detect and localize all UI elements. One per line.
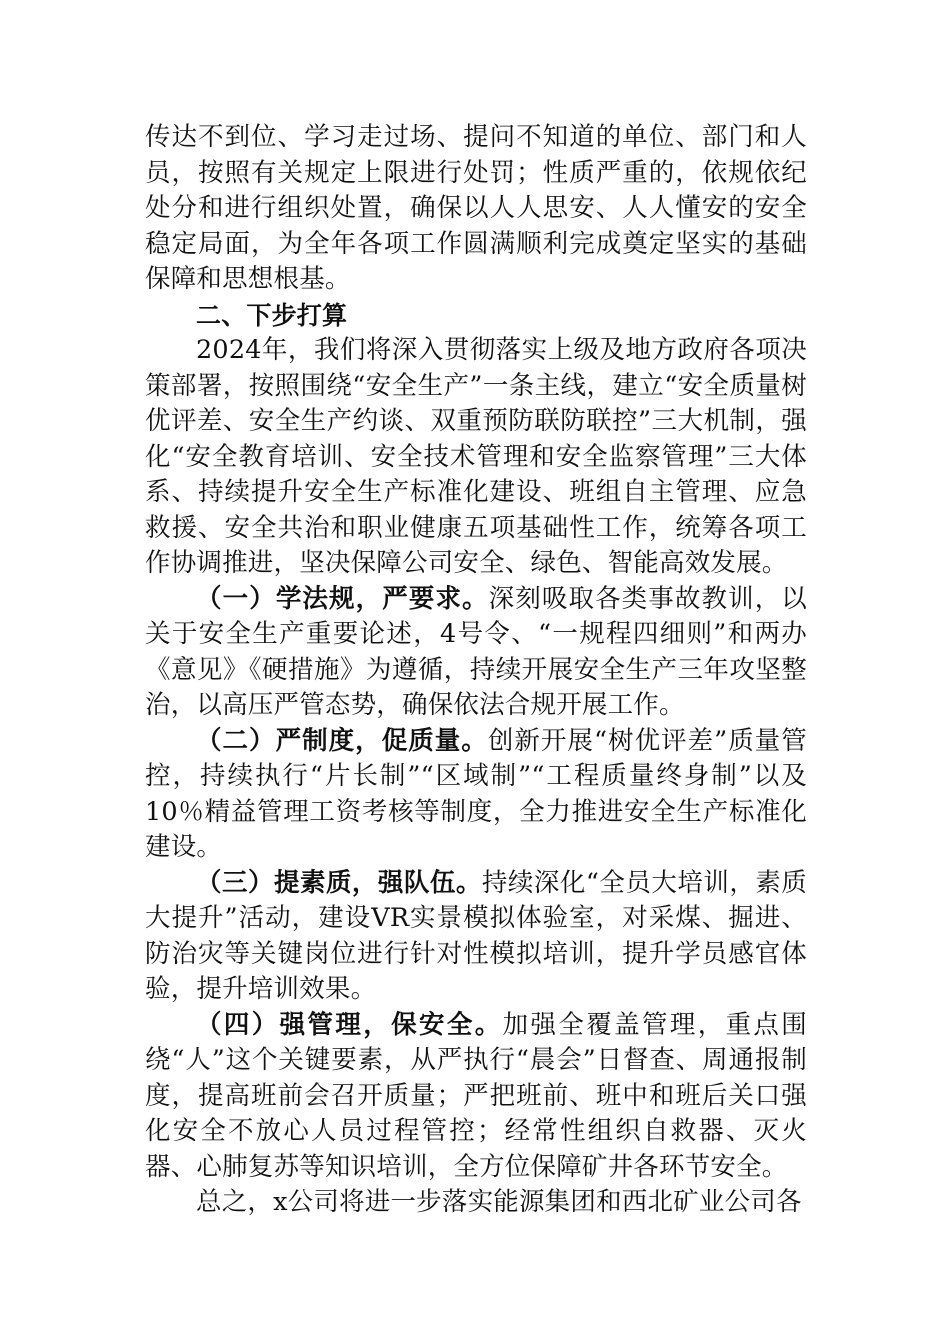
item-1-body: 深刻吸取各类事故教训，以关于安全生产重要论述，4号令、“一规程四细则”和两办《意见》《硬措施》为遵循，持续开展安全生产三年攻坚整治，以高压严管态势，确保依法合规开展工作。 bbox=[145, 583, 808, 720]
item-2-lead: （二）严制度，促质量。 bbox=[196, 725, 488, 756]
item-3-body: 持续深化“全员大培训，素质大提升”活动，建设VR实景模拟体验室，对采煤、掘进、防治灾等关键岗位进行针对性模拟培训，提升学员感官体验，提升培训效果。 bbox=[145, 867, 808, 1004]
paragraph-continuation: 传达不到位、学习走过场、提问不知道的单位、部门和人员，按照有关规定上限进行处罚；性质严重的，依规依纪处分和进行组织处置，确保以人人思安、人人懂安的安全稳定局面，为全年各项工作圆满顺利完成奠定坚实的基础保障和思想根基。 bbox=[145, 122, 807, 294]
section-heading: 二、下步打算 bbox=[196, 300, 348, 330]
item-4-body: 加强全覆盖管理，重点围绕“人”这个关键要素，从严执行“晨会”日督查、周通报制度，提高班前会召开质量；严把班前、班中和班后关口强化安全不放心人员过程管控；经常性组织自救器、灭火器、心肺复苏等知识培训，全方位保障矿井各环节安全。 bbox=[145, 1009, 808, 1182]
item-4-lead: （四）强管理，保安全。 bbox=[196, 1009, 503, 1040]
paragraph-conclusion: 总之，x公司将进一步落实能源集团和西北矿业公司各 bbox=[196, 1187, 802, 1217]
document-page bbox=[145, 120, 807, 1221]
paragraph-plan-intro: 2024年，我们将深入贯彻落实上级及地方政府各项决策部署，按照围绕“安全生产”一条主线，建立“安全质量树优评差、安全生产约谈、双重预防联防联控”三大机制，强化“安全教育培训、安全技术管理和安全监察管理”三大体系、持续提升安全生产标准化建设、班组自主管理、应急救援、安全共治和职业健康五项基础性工作，统筹各项工作协调推进，坚决保障公司安全、绿色、智能高效发展。 bbox=[145, 335, 807, 578]
paragraph-item-2 bbox=[145, 724, 807, 866]
item-2-body: 创新开展“树优评差”质量管控，持续执行“片长制”“区域制”“工程质量终身制”以及10％精益管理工资考核等制度，全力推进安全生产标准化建设。 bbox=[145, 725, 807, 862]
paragraph-item-4 bbox=[145, 1008, 807, 1186]
paragraph-item-3 bbox=[145, 866, 807, 1008]
paragraph-item-1 bbox=[145, 582, 807, 724]
item-1-lead: （一）学法规，严要求。 bbox=[196, 583, 489, 614]
item-3-lead: （三）提素质，强队伍。 bbox=[196, 867, 482, 898]
